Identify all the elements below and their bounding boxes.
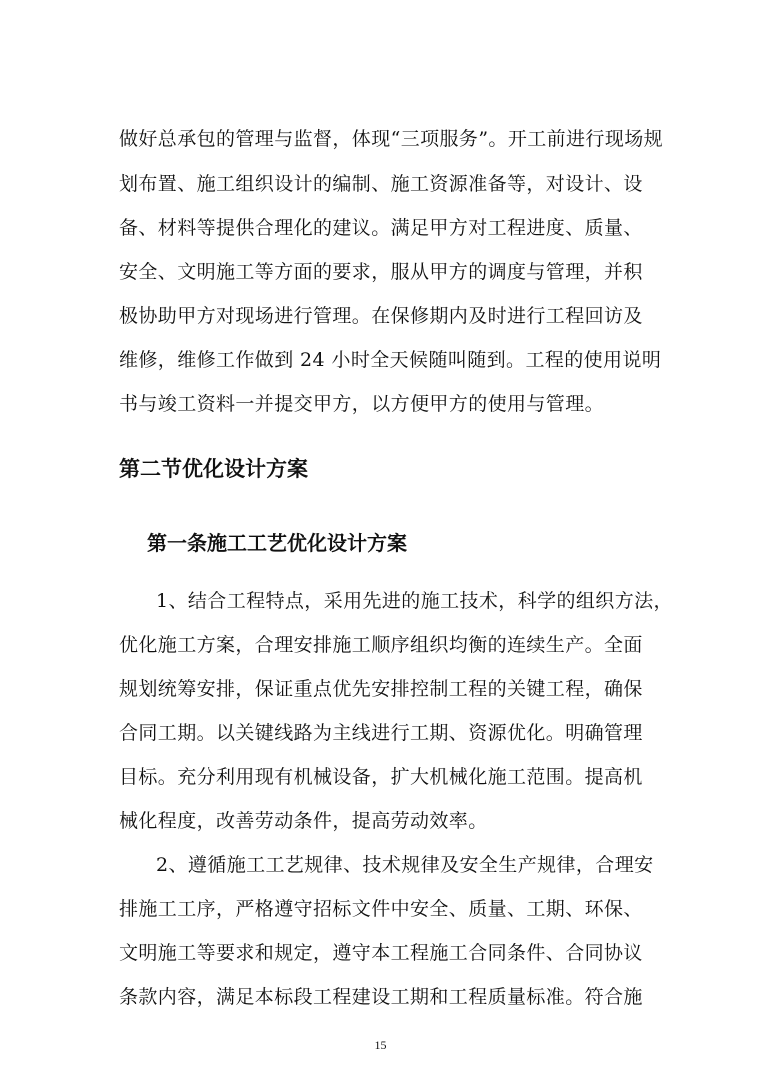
paragraph-line: 安全、文明施工等方面的要求，服从甲方的调度与管理，并积: [119, 261, 643, 283]
paragraph-line: 维修，维修工作做到 24 小时全天候随叫随到。工程的使用说明: [119, 349, 662, 371]
paragraph-line: 2、遵循施工工艺规律、技术规律及安全生产规律，合理安: [156, 854, 654, 876]
paragraph-line: 械化程度，改善劳动条件，提高劳动效率。: [119, 810, 488, 832]
paragraph-line: 合同工期。以关键线路为主线进行工期、资源优化。明确管理: [119, 722, 643, 744]
paragraph-line: 排施工工序，严格遵守招标文件中安全、质量、工期、环保、: [119, 898, 643, 920]
paragraph-line: 规划统筹安排，保证重点优先安排控制工程的关键工程，确保: [119, 678, 643, 700]
paragraph-line: 优化施工方案，合理安排施工顺序组织均衡的连续生产。全面: [119, 634, 643, 656]
paragraph-line: 做好总承包的管理与监督，体现“三项服务”。开工前进行现场规: [119, 128, 664, 150]
paragraph-line: 文明施工等要求和规定，遵守本工程施工合同条件、合同协议: [119, 942, 643, 964]
paragraph-line: 备、材料等提供合理化的建议。满足甲方对工程进度、质量、: [119, 217, 643, 239]
paragraph-line: 1、结合工程特点，采用先进的施工技术，科学的组织方法，: [156, 590, 673, 612]
article-heading: 第一条施工工艺优化设计方案: [147, 531, 407, 555]
paragraph-line: 目标。充分利用现有机械设备，扩大机械化施工范围。提高机: [119, 766, 643, 788]
paragraph-line: 划布置、施工组织设计的编制、施工资源准备等，对设计、设: [119, 173, 643, 195]
paragraph-line: 条款内容，满足本标段工程建设工期和工程质量标准。符合施: [119, 986, 643, 1008]
page-number: 15: [374, 1038, 387, 1052]
paragraph-line: 极协助甲方对现场进行管理。在保修期内及时进行工程回访及: [119, 305, 643, 327]
paragraph-line: 书与竣工资料一并提交甲方，以方便甲方的使用与管理。: [119, 393, 605, 415]
section-heading: 第二节优化设计方案: [119, 457, 308, 481]
